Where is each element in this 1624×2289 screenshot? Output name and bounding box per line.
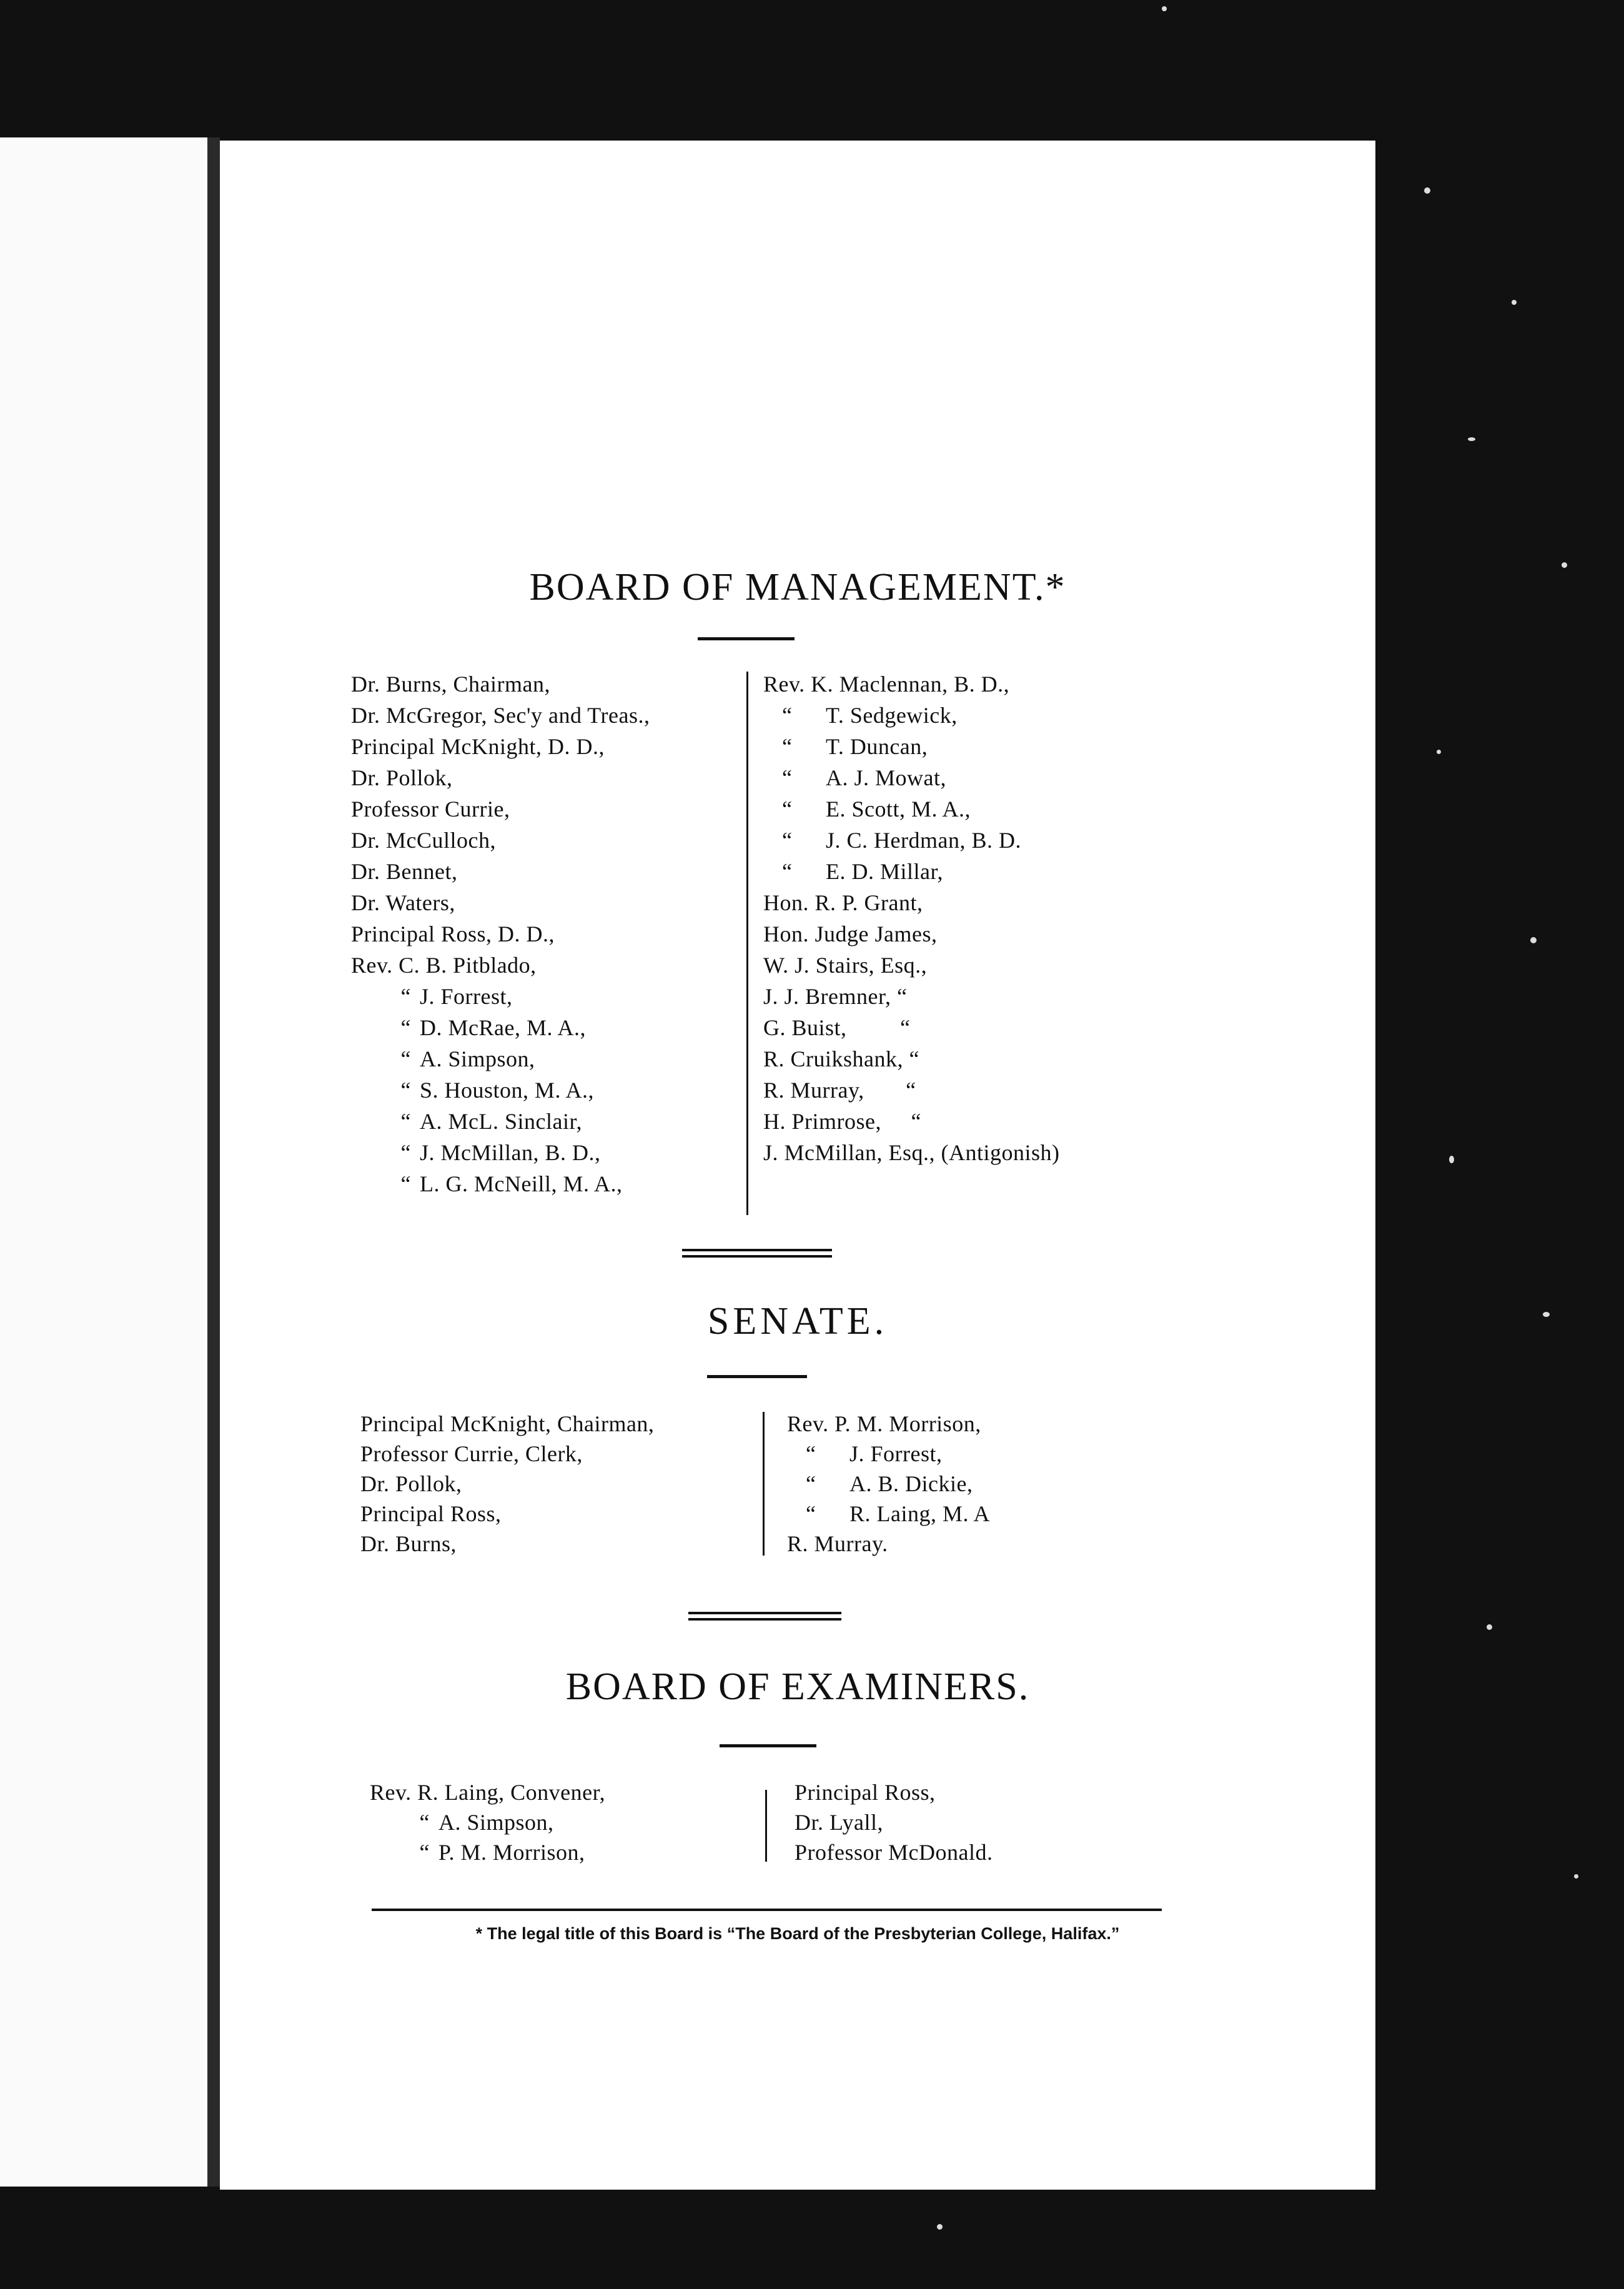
- heading-rule: [698, 637, 795, 640]
- list-item: “ A. Simpson,: [400, 1046, 535, 1071]
- list-item: Dr. Lyall,: [795, 1810, 883, 1835]
- list-item: Dr. Pollok,: [360, 1471, 462, 1496]
- list-item: “ D. McRae, M. A.,: [400, 1015, 586, 1040]
- list-item: Rev. C. B. Pitblado,: [351, 953, 537, 978]
- list-item: Rev. R. Laing, Convener,: [370, 1780, 606, 1805]
- list-item: Rev. K. Maclennan, B. D.,: [763, 672, 1010, 697]
- list-item: “ R. Laing, M. A: [806, 1501, 991, 1526]
- list-item: Principal McKnight, D. D.,: [351, 734, 605, 759]
- list-item: R. Cruikshank, “: [763, 1046, 919, 1071]
- list-item: Dr. Burns,: [360, 1531, 457, 1556]
- list-item: Dr. Waters,: [351, 890, 455, 915]
- section-divider: [682, 1249, 832, 1251]
- management-right-column: [763, 668, 1059, 1168]
- list-item: Dr. Bennet,: [351, 859, 458, 884]
- section-divider: [688, 1612, 841, 1614]
- book-spine: [207, 137, 220, 2187]
- list-item: “ A. B. Dickie,: [806, 1471, 973, 1496]
- board-of-management-title: BOARD OF MANAGEMENT.*: [529, 566, 1066, 608]
- list-item: H. Primrose, “: [763, 1109, 921, 1134]
- footnote: * The legal title of this Board is “The Board of the Presbyterian College, Halifax.”: [475, 1924, 1120, 1943]
- list-item: “ L. G. McNeill, M. A.,: [400, 1171, 623, 1196]
- list-item: Principal McKnight, Chairman,: [360, 1411, 655, 1436]
- list-item: Professor Currie, Clerk,: [360, 1441, 583, 1466]
- list-item: Dr. Pollok,: [351, 765, 453, 790]
- senate-title: SENATE.: [707, 1300, 888, 1343]
- list-item: R. Murray.: [787, 1531, 888, 1556]
- list-item: Principal Ross,: [360, 1501, 502, 1526]
- management-left-column: [351, 668, 650, 1199]
- facing-page-edge: [0, 137, 212, 2187]
- list-item: Dr. McCulloch,: [351, 828, 496, 853]
- column-divider: [763, 1412, 765, 1556]
- examiners-left-column: [370, 1777, 605, 1867]
- senate-left-column: [360, 1409, 654, 1559]
- list-item: Hon. Judge James,: [763, 921, 938, 946]
- examiners-right-column: [795, 1777, 993, 1867]
- list-item: “ A. McL. Sinclair,: [400, 1109, 583, 1134]
- list-item: “ T. Duncan,: [782, 734, 928, 759]
- list-item: “ T. Sedgewick,: [782, 703, 958, 728]
- list-item: Principal Ross, D. D.,: [351, 921, 555, 946]
- list-item: R. Murray, “: [763, 1078, 916, 1103]
- list-item: “ J. Forrest,: [806, 1441, 943, 1466]
- list-item: Rev. P. M. Morrison,: [787, 1411, 981, 1436]
- list-item: “ E. Scott, M. A.,: [782, 797, 971, 822]
- list-item: “ A. J. Mowat,: [782, 765, 946, 790]
- list-item: “ J. McMillan, B. D.,: [400, 1140, 601, 1165]
- board-of-examiners-title: BOARD OF EXAMINERS.: [565, 1666, 1030, 1708]
- document-page: [220, 141, 1375, 2190]
- list-item: “ J. C. Herdman, B. D.: [782, 828, 1021, 853]
- list-item: “ E. D. Millar,: [782, 859, 944, 884]
- heading-rule: [720, 1744, 816, 1747]
- list-item: “ P. M. Morrison,: [419, 1840, 585, 1865]
- senate-right-column: [787, 1409, 990, 1559]
- list-item: “ A. Simpson,: [419, 1810, 554, 1835]
- list-item: “ S. Houston, M. A.,: [400, 1078, 595, 1103]
- footnote-rule: [372, 1909, 1162, 1911]
- column-divider: [765, 1790, 767, 1862]
- list-item: Dr. McGregor, Sec'y and Treas.,: [351, 703, 650, 728]
- list-item: Principal Ross,: [795, 1780, 936, 1805]
- list-item: “ J. Forrest,: [400, 984, 513, 1009]
- list-item: Professor McDonald.: [795, 1840, 993, 1865]
- list-item: Professor Currie,: [351, 797, 510, 822]
- list-item: Dr. Burns, Chairman,: [351, 672, 550, 697]
- list-item: J. McMillan, Esq., (Antigonish): [763, 1140, 1060, 1165]
- heading-rule: [707, 1375, 807, 1378]
- list-item: G. Buist, “: [763, 1015, 911, 1040]
- list-item: W. J. Stairs, Esq.,: [763, 953, 928, 978]
- list-item: Hon. R. P. Grant,: [763, 890, 923, 915]
- list-item: J. J. Bremner, “: [763, 984, 908, 1009]
- column-divider: [746, 672, 748, 1215]
